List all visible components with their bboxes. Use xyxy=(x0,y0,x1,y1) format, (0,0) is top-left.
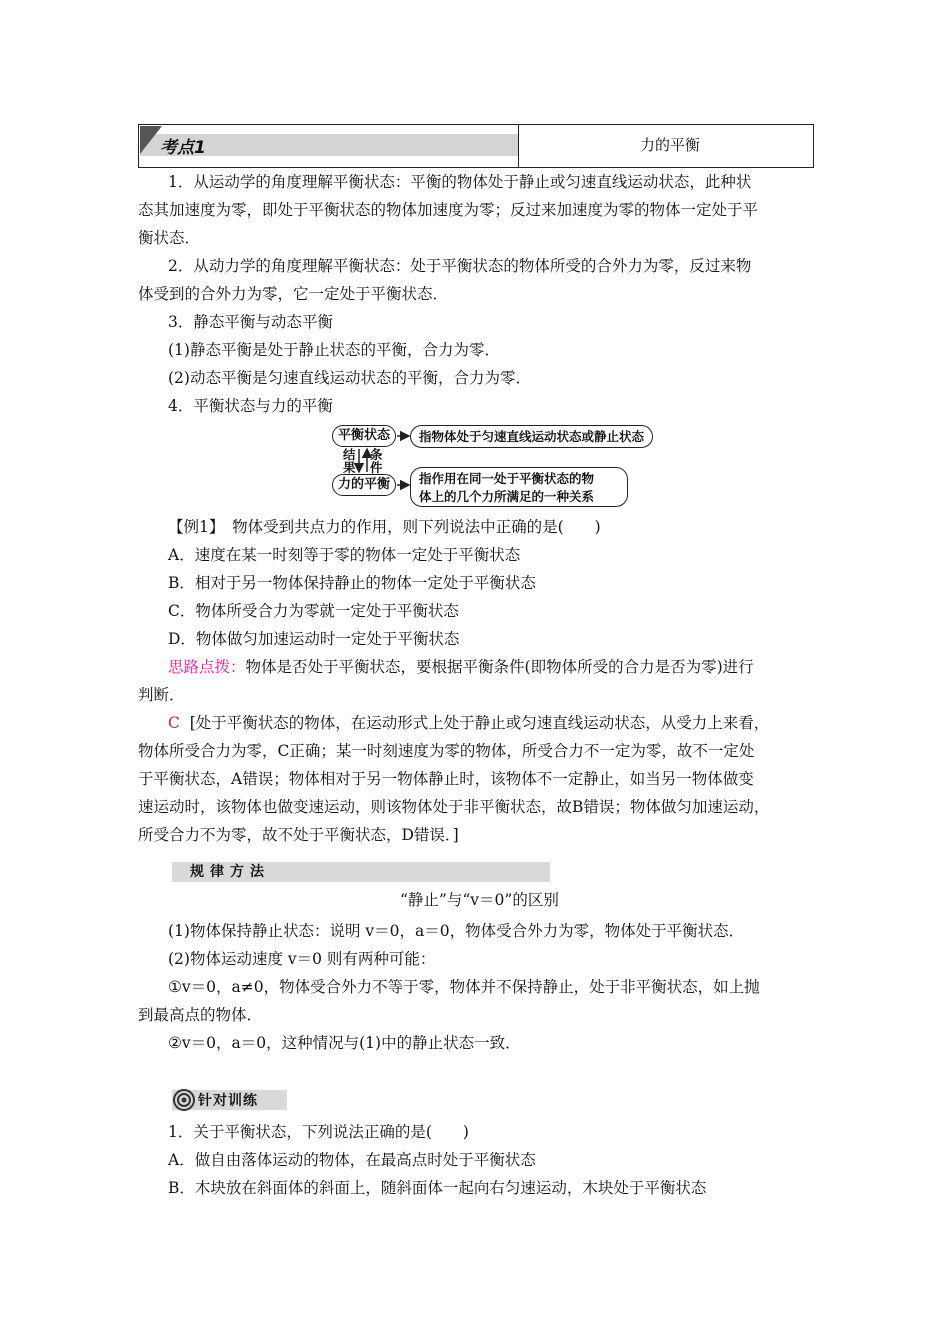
diagram-right-label-2: 件 xyxy=(370,460,383,475)
method-point-3-line-1: ①v＝0，a≠0，物体受合外力不等于零，物体并不保持静止，处于非平衡状态，如上抛 xyxy=(168,978,760,996)
hint-line-2: 判断． xyxy=(138,686,185,704)
paragraph-3b: (2)动态平衡是匀速直线运动状态的平衡，合力为零． xyxy=(168,369,531,387)
diagram-right-label-1: 条 xyxy=(370,447,383,462)
answer-text: [处于平衡状态的物体，在运动形式上处于静止或匀速直线运动状态，从受力上来看， xyxy=(189,714,770,732)
method-point-1: (1)物体保持静止状态：说明 v＝0，a＝0，物体受合外力为零，物体处于平衡状态． xyxy=(168,922,745,940)
topic-header-divider xyxy=(518,124,519,168)
answer-line-4: 速运动时，该物体也做变速运动，则该物体处于非平衡状态，故B错误；物体做匀加速运动， xyxy=(138,798,770,816)
answer-letter: C xyxy=(168,714,180,732)
paragraph-3a: (1)静态平衡是处于静止状态的平衡，合力为零． xyxy=(168,341,500,359)
training-question-1: 1．关于平衡状态，下列说法正确的是( ) xyxy=(168,1123,469,1141)
diagram-left-label-1: 结 xyxy=(343,447,356,462)
target-icon xyxy=(172,1088,196,1112)
paragraph-1-line-3: 衡状态． xyxy=(138,229,201,247)
method-title: “静止”与“v＝0”的区别 xyxy=(400,891,559,909)
diagram-box-definition-force xyxy=(410,467,628,507)
diagram-pill-balance-state: 平衡状态 xyxy=(332,425,396,447)
method-point-3-line-2: 到最高点的物体． xyxy=(138,1006,263,1024)
paragraph-2-line-1: 2．从动力学的角度理解平衡状态：处于平衡状态的物体所受的合外力为零，反过来物 xyxy=(168,257,752,275)
method-banner-label: 规律方法 xyxy=(190,864,270,880)
answer-line-5: 所受合力不为零，故不处于平衡状态，D错误．] xyxy=(138,826,459,844)
paragraph-4: 4．平衡状态与力的平衡 xyxy=(168,397,333,415)
method-point-2: (2)物体运动速度 v＝0 则有两种可能： xyxy=(168,950,436,968)
answer-line-1 xyxy=(168,713,769,733)
diagram-pill-force-balance: 力的平衡 xyxy=(332,474,396,496)
paragraph-3: 3．静态平衡与动态平衡 xyxy=(168,313,333,331)
method-point-4: ②v＝0，a＝0，这种情况与(1)中的静止状态一致． xyxy=(168,1034,521,1052)
hint-line-1 xyxy=(168,657,754,677)
hint-label: 思路点拨： xyxy=(168,658,246,676)
example-1-option-d: D．物体做匀加速运动时一定处于平衡状态 xyxy=(168,630,460,648)
topic-title: 力的平衡 xyxy=(640,136,701,154)
paragraph-1-line-1: 1．从运动学的角度理解平衡状态：平衡的物体处于静止或匀速直线运动状态，此种状 xyxy=(168,173,752,191)
diagram-box-force-line-1: 指作用在同一处于平衡状态的物 xyxy=(419,471,595,486)
paragraph-1-line-2: 态其加速度为零，即处于平衡状态的物体加速度为零；反过来加速度为零的物体一定处于平 xyxy=(138,201,759,219)
training-option-a: A．做自由落体运动的物体，在最高点时处于平衡状态 xyxy=(168,1151,536,1169)
diagram-box-definition-state: 指物体处于匀速直线运动状态或静止状态 xyxy=(410,425,653,448)
diagram-left-label-2: 果 xyxy=(343,460,356,475)
example-1-option-b: B．相对于另一物体保持静止的物体一定处于平衡状态 xyxy=(168,574,536,592)
training-banner-label: 针对训练 xyxy=(198,1093,258,1109)
diagram-box-force-line-2: 体上的几个力所满足的一种关系 xyxy=(419,489,595,504)
example-1-option-c: C．物体所受合力为零就一定处于平衡状态 xyxy=(168,602,459,620)
training-option-b: B．木块放在斜面体的斜面上，随斜面体一起向右匀速运动，木块处于平衡状态 xyxy=(168,1179,707,1197)
example-1-option-a: A．速度在某一时刻等于零的物体一定处于平衡状态 xyxy=(168,546,521,564)
answer-line-2: 物体所受合力为零，C正确；某一时刻速度为零的物体，所受合力不一定为零，故不一定处 xyxy=(138,742,755,760)
hint-text: 物体是否处于平衡状态，要根据平衡条件(即物体所受的合力是否为零)进行 xyxy=(245,658,754,676)
paragraph-2-line-2: 体受到的合外力为零，它一定处于平衡状态． xyxy=(138,285,449,303)
kaodian-label: 考点1 xyxy=(160,138,206,158)
answer-line-3: 于平衡状态，A错误；物体相对于另一物体静止时，该物体不一定静止，如当另一物体做变 xyxy=(138,770,754,788)
example-1-stem: 【例1】 物体受到共点力的作用，则下列说法中正确的是( ) xyxy=(168,518,601,536)
